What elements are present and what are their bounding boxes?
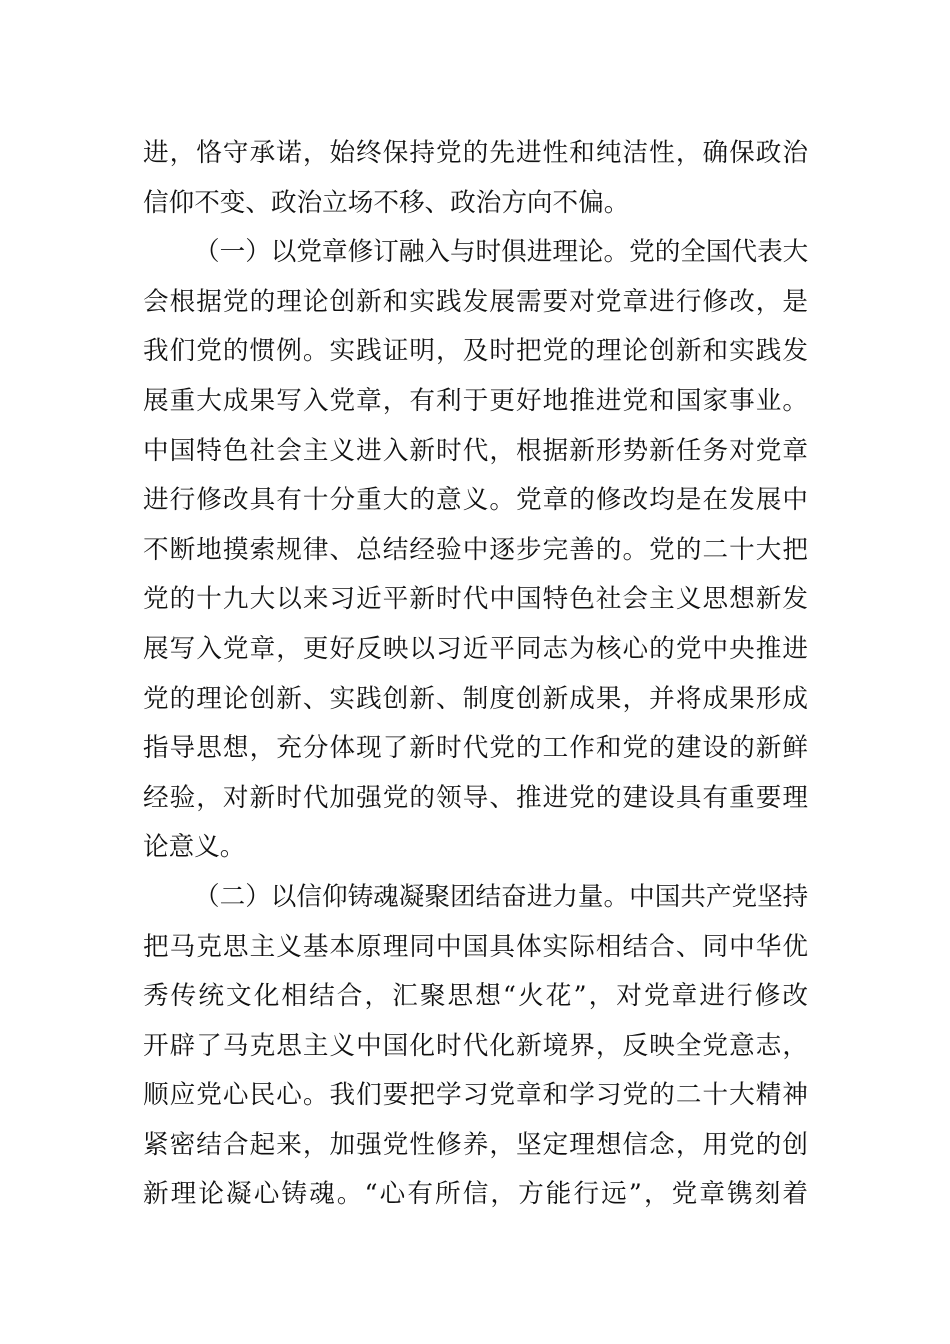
text-line: 会根据党的理论创新和实践发展需要对党章进行修改，是	[143, 286, 808, 317]
section-heading-line: （一）以党章修订融入与时俱进理论。党的全国代表大	[194, 237, 809, 268]
text-line: 指导思想，充分体现了新时代党的工作和党的建设的新鲜	[143, 733, 808, 764]
text-line: 信仰不变、政治立场不移、政治方向不偏。	[143, 187, 630, 218]
text-line: 进行修改具有十分重大的意义。党章的修改均是在发展中	[143, 485, 808, 516]
text-line: 经验，对新时代加强党的领导、推进党的建设具有重要理	[143, 782, 808, 813]
text-line: 论意义。	[143, 832, 246, 863]
text-line: 紧密结合起来，加强党性修养，坚定理想信念，用党的创	[143, 1129, 808, 1160]
text-line: 开辟了马克思主义中国化时代化新境界，反映全党意志，	[143, 1030, 808, 1061]
text-line: 党的理论创新、实践创新、制度创新成果，并将成果形成	[143, 683, 808, 714]
text-line: 顺应党心民心。我们要把学习党章和学习党的二十大精神	[143, 1080, 808, 1111]
text-line: 展重大成果写入党章，有利于更好地推进党和国家事业。	[143, 385, 808, 416]
text-line: 进，恪守承诺，始终保持党的先进性和纯洁性，确保政治	[143, 138, 808, 168]
text-line: 秀传统文化相结合，汇聚思想“火花”，对党章进行修改	[143, 981, 808, 1012]
text-line: 中国特色社会主义进入新时代，根据新形势新任务对党章	[143, 435, 808, 466]
text-line: 展写入党章，更好反映以习近平同志为核心的党中央推进	[143, 633, 808, 664]
text-line: 我们党的惯例。实践证明，及时把党的理论创新和实践发	[143, 336, 808, 367]
document-body	[143, 129, 808, 1220]
text-line: 党的十九大以来习近平新时代中国特色社会主义思想新发	[143, 584, 808, 615]
text-line: 把马克思主义基本原理同中国具体实际相结合、同中华优	[143, 931, 808, 962]
text-line: 新理论凝心铸魂。“心有所信，方能行远”，党章镌刻着	[143, 1179, 808, 1210]
section-heading-line: （二）以信仰铸魂凝聚团结奋进力量。中国共产党坚持	[194, 881, 809, 912]
text-line: 不断地摸索规律、总结经验中逐步完善的。党的二十大把	[143, 534, 808, 565]
